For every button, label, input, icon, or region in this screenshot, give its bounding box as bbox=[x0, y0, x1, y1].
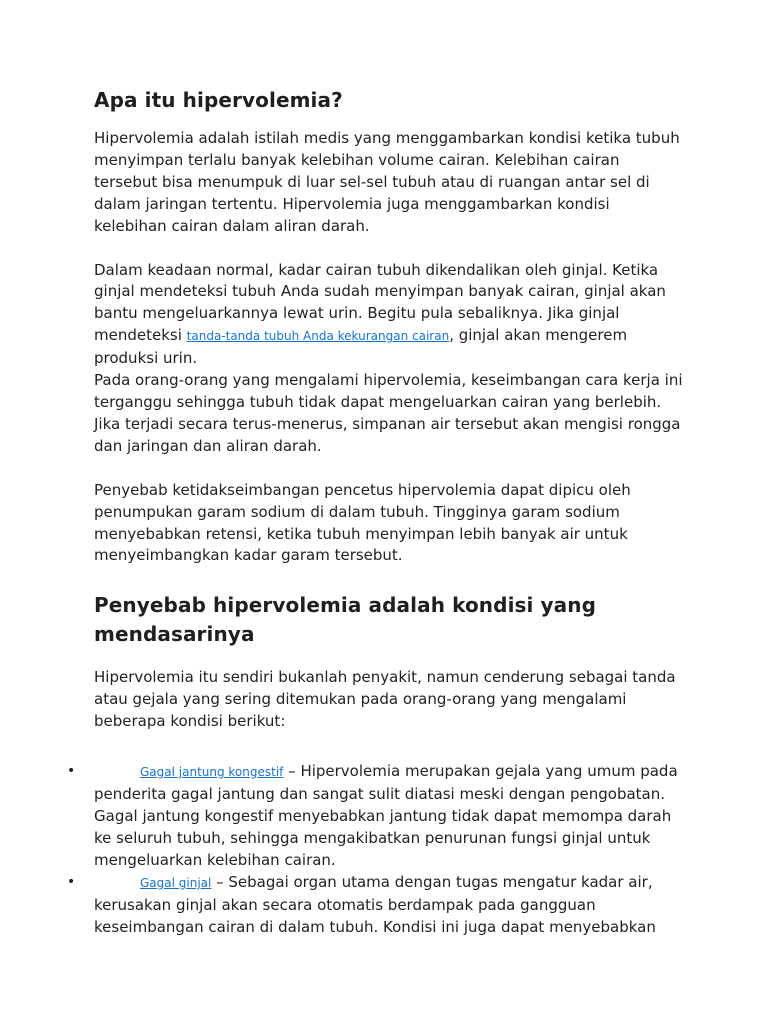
bullet-icon: • bbox=[67, 874, 76, 891]
paragraph-kidney-text-before: Dalam keadaan normal, kadar cairan tubuh dikendalikan oleh ginjal. Ketika ginjal mendeteksi tubuh Anda sudah menyimpan banyak cairan, ginjal akan bantu mengeluarkannya lewat urin. Begitu pula sebaliknya. Jika ginjal mendeteksi bbox=[94, 260, 666, 345]
paragraph-causes-intro: Hipervolemia itu sendiri bukanlah penyakit, namun cenderung sebagai tanda atau gejala yang sering ditemukan pada orang-orang yang mengalami beberapa kondisi berikut: bbox=[94, 668, 676, 731]
heading-causes: Penyebab hipervolemia adalah kondisi yang mendasarinya bbox=[94, 593, 597, 647]
paragraph-kidney-regulation bbox=[94, 260, 684, 371]
list-item-heart-failure bbox=[67, 760, 684, 871]
bullet-icon: • bbox=[67, 763, 76, 780]
heading-what-is-hypervolemia: Apa itu hipervolemia? bbox=[94, 88, 343, 112]
link-congestive-heart-failure[interactable]: Gagal jantung kongestif bbox=[140, 765, 284, 780]
paragraph-definition: Hipervolemia adalah istilah medis yang menggambarkan kondisi ketika tubuh menyimpan terlalu banyak kelebihan volume cairan. Kelebihan cairan tersebut bisa menumpuk di luar sel-sel tubuh atau di ruangan antar sel di dalam jaringan tertentu. Hipervolemia juga menggambarkan kondisi kelebihan cairan dalam aliran darah. bbox=[94, 129, 680, 235]
paragraph-imbalance: Pada orang-orang yang mengalami hipervolemia, keseimbangan cara kerja ini terganggu sehingga tubuh tidak dapat mengeluarkan cairan yang berlebih. Jika terjadi secara terus-menerus, simpanan air tersebut akan mengisi rongga dan jaringan dan aliran darah. bbox=[94, 371, 683, 455]
list-item-text: – Hipervolemia merupakan gejala yang umum pada penderita gagal jantung dan sangat sulit diatasi meski dengan pengobatan. Gagal jantung kongestif menyebabkan jantung tidak dapat memompa darah ke seluruh tubuh, sehingga mengakibatkan penurunan fungsi ginjal untuk mengeluarkan kelebihan cairan. bbox=[94, 762, 678, 870]
link-kidney-failure[interactable]: Gagal ginjal bbox=[140, 876, 212, 891]
link-dehydration-signs[interactable]: tanda-tanda tubuh Anda kekurangan cairan bbox=[186, 329, 450, 344]
document-page bbox=[67, 86, 684, 938]
paragraph-kidney-text-after: , ginjal akan mengerem produksi urin. bbox=[94, 326, 628, 368]
causes-list bbox=[67, 760, 684, 938]
list-item-text: – Sebagai organ utama dengan tugas mengatur kadar air, kerusakan ginjal akan secara otomatis berdampak pada gangguan keseimbangan cairan di dalam tubuh. Kondisi ini juga dapat menyebabkan bbox=[94, 873, 656, 937]
list-item-kidney-failure bbox=[67, 871, 684, 938]
paragraph-sodium-cause: Penyebab ketidakseimbangan pencetus hipervolemia dapat dipicu oleh penumpukan garam sodium di dalam tubuh. Tingginya garam sodium menyebabkan retensi, ketika tubuh menyimpan lebih banyak air untuk menyeimbangkan kadar garam tersebut. bbox=[94, 480, 631, 565]
